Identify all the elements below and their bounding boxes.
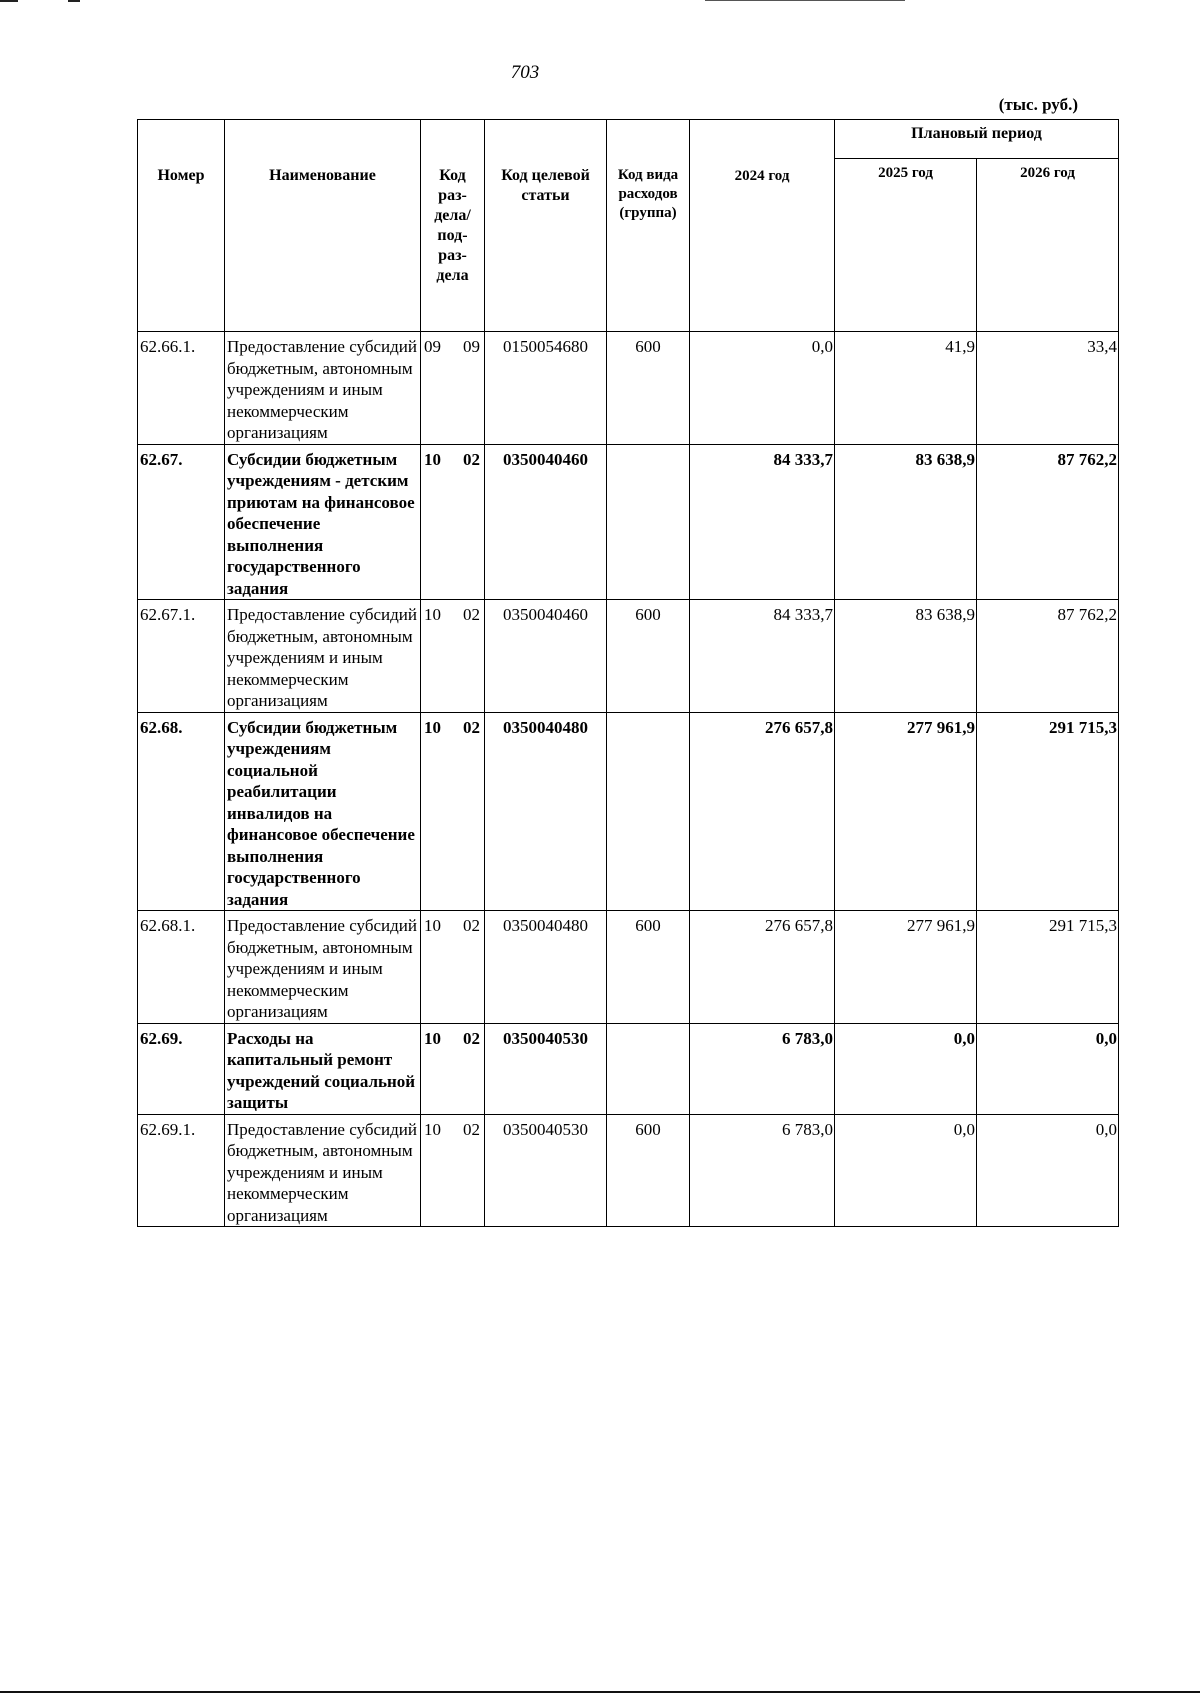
row-section-code xyxy=(421,911,485,1024)
row-amount-2024: 6 783,0 xyxy=(690,1023,835,1114)
razdel-code: 10 xyxy=(424,717,441,737)
row-number: 62.68.1. xyxy=(138,911,225,1024)
row-target-code: 0350040460 xyxy=(485,600,607,713)
row-expense-code: 600 xyxy=(607,1114,690,1227)
podrazdel-code: 02 xyxy=(463,1028,480,1048)
row-amount-2024: 84 333,7 xyxy=(690,444,835,600)
row-target-code: 0350040460 xyxy=(485,444,607,600)
budget-table xyxy=(137,119,1119,1227)
header-2026: 2026 год xyxy=(977,159,1119,332)
row-section-code xyxy=(421,1023,485,1114)
row-amount-2024: 0,0 xyxy=(690,332,835,445)
row-number: 62.69.1. xyxy=(138,1114,225,1227)
razdel-code: 10 xyxy=(424,1119,441,1139)
row-number: 62.68. xyxy=(138,712,225,911)
scan-mark xyxy=(0,0,18,2)
razdel-code: 09 xyxy=(424,337,441,356)
razdel-code: 10 xyxy=(424,916,441,935)
table-row xyxy=(138,600,1119,713)
row-expense-code xyxy=(607,444,690,600)
row-amount-2025: 277 961,9 xyxy=(835,911,977,1024)
row-amount-2025: 277 961,9 xyxy=(835,712,977,911)
header-number: Номер xyxy=(138,120,225,332)
row-expense-code: 600 xyxy=(607,911,690,1024)
row-amount-2026: 87 762,2 xyxy=(977,444,1119,600)
table-row xyxy=(138,332,1119,445)
header-2025: 2025 год xyxy=(835,159,977,332)
row-target-code: 0350040530 xyxy=(485,1114,607,1227)
row-name: Субсидии бюджетным учреждениям социальной реабилитации инвалидов на финансовое обеспечение выполнения государственного задания xyxy=(225,712,421,911)
row-amount-2024: 276 657,8 xyxy=(690,911,835,1024)
row-number: 62.66.1. xyxy=(138,332,225,445)
row-name: Предоставление субсидий бюджетным, автономным учреждениям и иным некоммерческим организациям xyxy=(225,1114,421,1227)
row-target-code: 0150054680 xyxy=(485,332,607,445)
row-amount-2026: 0,0 xyxy=(977,1023,1119,1114)
podrazdel-code: 09 xyxy=(463,337,480,356)
header-planning-period: Плановый период xyxy=(835,120,1119,159)
header-name: Наименование xyxy=(225,120,421,332)
scan-edge xyxy=(0,1691,1200,1693)
scan-mark xyxy=(68,0,80,2)
razdel-code: 10 xyxy=(424,1028,441,1048)
table-row xyxy=(138,1023,1119,1114)
row-amount-2025: 83 638,9 xyxy=(835,600,977,713)
podrazdel-code: 02 xyxy=(463,916,480,935)
row-section-code xyxy=(421,332,485,445)
row-number: 62.69. xyxy=(138,1023,225,1114)
row-target-code: 0350040480 xyxy=(485,911,607,1024)
row-amount-2024: 84 333,7 xyxy=(690,600,835,713)
row-number: 62.67.1. xyxy=(138,600,225,713)
row-name: Расходы на капитальный ремонт учреждений социальной защиты xyxy=(225,1023,421,1114)
row-target-code: 0350040530 xyxy=(485,1023,607,1114)
table-row xyxy=(138,712,1119,911)
header-section: Код раз-дела/ под-раз-дела xyxy=(421,120,485,332)
row-expense-code: 600 xyxy=(607,600,690,713)
row-name: Субсидии бюджетным учреждениям - детским приютам на финансовое обеспечение выполнения государственного задания xyxy=(225,444,421,600)
table-row xyxy=(138,444,1119,600)
units-label: (тыс. руб.) xyxy=(998,95,1078,114)
row-amount-2025: 0,0 xyxy=(835,1023,977,1114)
row-expense-code xyxy=(607,1023,690,1114)
row-section-code xyxy=(421,600,485,713)
row-expense-code xyxy=(607,712,690,911)
table-row xyxy=(138,911,1119,1024)
table-body xyxy=(138,332,1119,1227)
row-section-code xyxy=(421,712,485,911)
podrazdel-code: 02 xyxy=(463,1119,480,1139)
page-number: 703 xyxy=(510,62,540,83)
row-amount-2024: 6 783,0 xyxy=(690,1114,835,1227)
scan-mark xyxy=(705,0,905,1)
header-target: Код целевой статьи xyxy=(485,120,607,332)
row-expense-code: 600 xyxy=(607,332,690,445)
header-2024: 2024 год xyxy=(690,120,835,332)
row-target-code: 0350040480 xyxy=(485,712,607,911)
podrazdel-code: 02 xyxy=(463,605,480,624)
row-section-code xyxy=(421,1114,485,1227)
row-name: Предоставление субсидий бюджетным, автономным учреждениям и иным некоммерческим организациям xyxy=(225,911,421,1024)
row-section-code xyxy=(421,444,485,600)
row-amount-2026: 291 715,3 xyxy=(977,911,1119,1024)
row-amount-2025: 0,0 xyxy=(835,1114,977,1227)
row-amount-2025: 83 638,9 xyxy=(835,444,977,600)
row-amount-2026: 33,4 xyxy=(977,332,1119,445)
row-amount-2026: 0,0 xyxy=(977,1114,1119,1227)
razdel-code: 10 xyxy=(424,605,441,624)
podrazdel-code: 02 xyxy=(463,717,480,737)
row-name: Предоставление субсидий бюджетным, автономным учреждениям и иным некоммерческим организациям xyxy=(225,332,421,445)
row-amount-2026: 291 715,3 xyxy=(977,712,1119,911)
row-amount-2024: 276 657,8 xyxy=(690,712,835,911)
podrazdel-code: 02 xyxy=(463,449,480,469)
row-name: Предоставление субсидий бюджетным, автономным учреждениям и иным некоммерческим организациям xyxy=(225,600,421,713)
row-amount-2025: 41,9 xyxy=(835,332,977,445)
table-row xyxy=(138,1114,1119,1227)
row-amount-2026: 87 762,2 xyxy=(977,600,1119,713)
row-number: 62.67. xyxy=(138,444,225,600)
razdel-code: 10 xyxy=(424,449,441,469)
header-expense-type: Код вида расходов (группа) xyxy=(607,120,690,332)
